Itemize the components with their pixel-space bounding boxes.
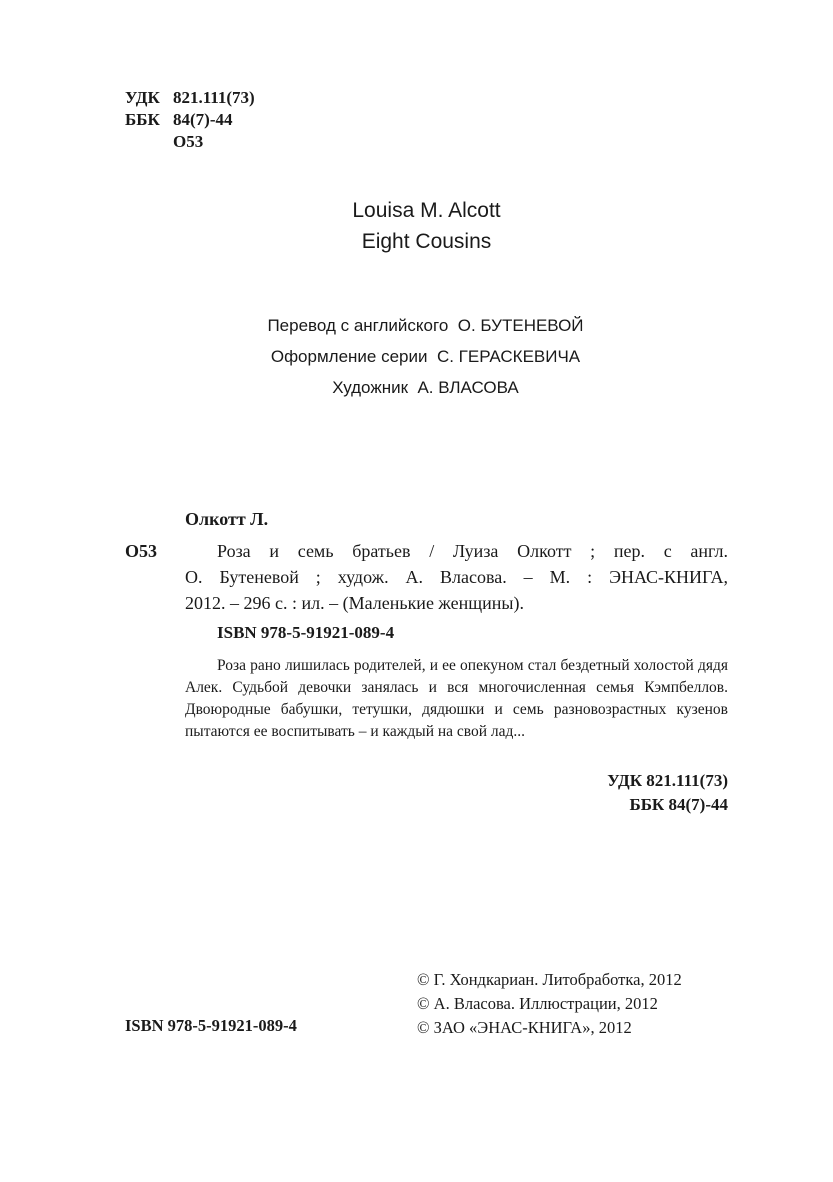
catalog-annotation: Роза рано лишилась родителей, и ее опекуном стал бездетный холостой дядя Алек. Судьбой девочки занялась и вся многочисленная семья Кэмпбеллов. Двоюродные бабушки, тетушки, дядюшки и семь разновозрастных кузенов пытаются ее воспитывать – и каждый на свой лад... (185, 657, 728, 740)
bbk-row (125, 109, 255, 131)
classification-block (125, 87, 255, 153)
credit-role: Оформление серии (270, 347, 428, 366)
original-author: Louisa M. Alcott (352, 199, 501, 222)
bbk-label: ББК (125, 110, 160, 129)
credit-role: Перевод с английского (267, 316, 449, 335)
footer-isbn: ISBN 978-5-91921-089-4 (125, 1016, 297, 1035)
credit-illustrator (0, 372, 833, 403)
udk-label: УДК (125, 88, 160, 107)
credit-name: А. ВЛАСОВА (417, 378, 519, 397)
catalog-sign: О53 (125, 541, 158, 561)
bbk-value: 84(7)-44 (173, 110, 233, 129)
catalog-udk: УДК 821.111(73) (607, 771, 728, 790)
credit-series-design (0, 341, 833, 372)
catalog-isbn: ISBN 978-5-91921-089-4 (217, 623, 395, 642)
copyright-line: © А. Власова. Иллюстрации, 2012 (417, 994, 658, 1013)
copyright-line: © ЗАО «ЭНАС-КНИГА», 2012 (417, 1018, 632, 1037)
catalog-bbk: ББК 84(7)-44 (629, 795, 728, 814)
catalog-heading: Олкотт Л. (185, 509, 269, 529)
credit-name: О. БУТЕНЕВОЙ (457, 316, 584, 335)
udk-row (125, 87, 255, 109)
author-sign-row (125, 131, 255, 153)
credit-role: Художник (332, 378, 409, 397)
catalog-entry-line: 2012. – 296 с. : ил. – (Маленькие женщины). (185, 593, 524, 613)
catalog-classification (500, 769, 728, 817)
catalog-entry-line: О. Бутеневой ; худож. А. Власова. – М. : ЭНАС-КНИГА, (185, 567, 728, 587)
catalog-entry (185, 538, 728, 616)
original-title: Eight Cousins (361, 230, 492, 253)
credits-block (0, 310, 833, 403)
original-title-block (10, 195, 833, 257)
copyright-line: © Г. Хондкариан. Литобработка, 2012 (417, 970, 682, 989)
copyright-block (417, 968, 682, 1040)
credit-translator (0, 310, 833, 341)
catalog-entry-line: Роза и семь братьев / Луиза Олкотт ; пер. с англ. (217, 541, 728, 561)
credit-name: С. ГЕРАСКЕВИЧА (436, 347, 581, 366)
udk-value: 821.111(73) (173, 88, 255, 107)
author-sign: О53 (173, 132, 204, 151)
